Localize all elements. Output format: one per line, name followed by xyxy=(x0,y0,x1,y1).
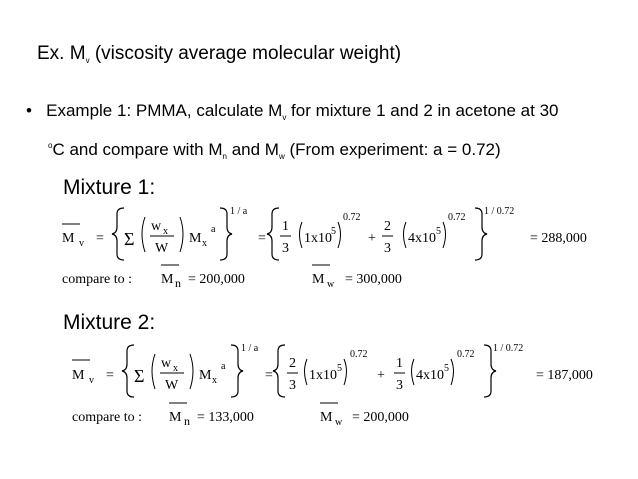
coef2-den: 3 xyxy=(384,241,391,256)
equals: = xyxy=(106,368,114,383)
compare-label: compare to : xyxy=(62,272,132,287)
term2: 4x10 xyxy=(408,231,436,246)
mw-sub: w xyxy=(327,279,335,290)
line2-text: C and compare with M xyxy=(52,140,223,159)
result: = 288,000 xyxy=(530,231,587,246)
final-exponent: 1 / 0.72 xyxy=(493,343,524,354)
term1: 1x10 xyxy=(304,231,332,246)
mw-label: M xyxy=(312,272,325,287)
degree-superscript: o xyxy=(48,141,53,150)
right-paren xyxy=(190,354,193,389)
lhs-sub: v xyxy=(89,375,94,386)
title-subscript: v xyxy=(85,56,90,65)
m-x-sub: x xyxy=(212,375,217,386)
coef1-num: 1 xyxy=(282,219,289,234)
title-text: Ex. M xyxy=(37,43,86,64)
line2-subscript-w: w xyxy=(278,152,285,161)
equals-2: = xyxy=(258,231,266,246)
compare-label: compare to : xyxy=(72,410,142,425)
line2-text-mid: and M xyxy=(226,140,279,159)
mixture2-heading: Mixture 2: xyxy=(63,311,156,334)
coef2-den: 3 xyxy=(396,378,403,393)
term2: 4x10 xyxy=(416,368,444,383)
term1-exp: 5 xyxy=(331,226,336,237)
paren-6 xyxy=(451,359,454,385)
mn-sub: n xyxy=(175,276,181,290)
mw-value: = 200,000 xyxy=(352,410,409,425)
left-brace xyxy=(122,345,134,397)
term1-exp: 5 xyxy=(337,363,342,374)
equals-2: = xyxy=(265,368,273,383)
coef1-num: 2 xyxy=(289,356,296,371)
lhs-sub: v xyxy=(79,238,84,249)
paren-4 xyxy=(344,359,347,385)
mn-label: M xyxy=(161,272,174,287)
left-brace-2 xyxy=(273,345,285,397)
plus: + xyxy=(368,231,376,246)
coef1-den: 3 xyxy=(289,378,296,393)
bullet-marker: • xyxy=(26,101,32,120)
term2-exp: 5 xyxy=(436,226,441,237)
frac-num-sub: x xyxy=(173,363,178,374)
m-x-sup: a xyxy=(221,361,226,372)
frac-num-sub: x xyxy=(163,226,168,237)
paren-5 xyxy=(412,359,415,385)
inner-exp-2: 0.72 xyxy=(457,349,475,360)
coef2-num: 1 xyxy=(396,356,403,371)
lhs-m: M xyxy=(72,368,85,383)
mn-value: = 133,000 xyxy=(197,410,254,425)
mn-label: M xyxy=(169,410,182,425)
line2-subscript-n: n xyxy=(222,152,227,161)
outer-exponent: 1 / a xyxy=(230,206,248,217)
mn-value: = 200,000 xyxy=(188,272,245,287)
sigma-icon: Σ xyxy=(124,229,135,249)
line1-subscript: v xyxy=(282,113,287,122)
mixture1-heading: Mixture 1: xyxy=(63,176,156,199)
left-paren xyxy=(152,354,155,389)
inner-exp-1: 0.72 xyxy=(350,349,368,360)
inner-exp-2: 0.72 xyxy=(448,212,466,223)
m-x-sub: x xyxy=(202,238,207,249)
line1-text: Example 1: PMMA, calculate M xyxy=(46,101,283,120)
m-x: M xyxy=(189,231,202,246)
mw-sub: w xyxy=(335,417,343,428)
m-x-sup: a xyxy=(211,224,216,235)
line1-text-rest: for mixture 1 and 2 in acetone at 30 xyxy=(286,101,559,120)
title-text-rest: (viscosity average molecular weight) xyxy=(89,43,402,64)
term2-exp: 5 xyxy=(444,363,449,374)
result: = 187,000 xyxy=(536,368,593,383)
coef2-num: 2 xyxy=(384,219,391,234)
plus: + xyxy=(377,368,385,383)
equals: = xyxy=(96,231,104,246)
term1: 1x10 xyxy=(309,368,337,383)
frac-num: w xyxy=(151,219,162,234)
outer-exponent: 1 / a xyxy=(241,343,259,354)
inner-exp-1: 0.72 xyxy=(343,212,361,223)
coef1-den: 3 xyxy=(282,241,289,256)
sigma-icon: Σ xyxy=(134,366,145,386)
final-exponent: 1 / 0.72 xyxy=(484,206,515,217)
frac-den: W xyxy=(155,241,169,256)
mw-value: = 300,000 xyxy=(345,272,402,287)
mn-sub: n xyxy=(184,414,190,428)
paren-3 xyxy=(305,359,308,385)
frac-num: w xyxy=(161,356,172,371)
line2-text-rest: (From experiment: a = 0.72) xyxy=(284,140,501,159)
lhs-m: M xyxy=(62,231,75,246)
frac-den: W xyxy=(165,378,179,393)
mw-label: M xyxy=(320,410,333,425)
m-x: M xyxy=(199,368,212,383)
